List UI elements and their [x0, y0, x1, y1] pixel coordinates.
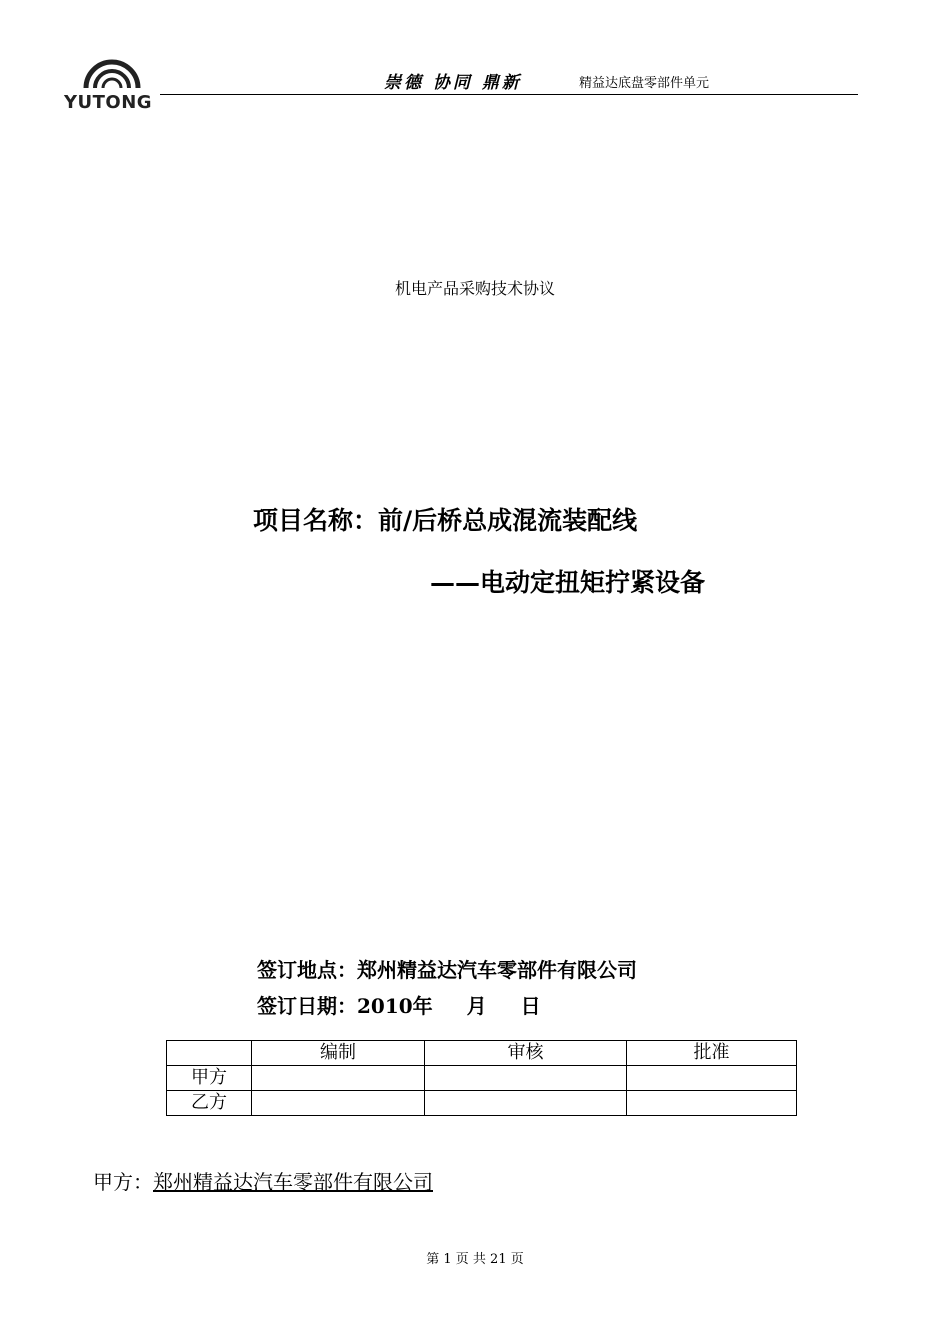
party-a-label: 甲方： — [93, 1170, 153, 1194]
project-name: 项目名称：前/后桥总成混流装配线 — [253, 506, 638, 535]
header-rule — [160, 94, 858, 95]
header-unit: 精益达底盘零部件单元 — [579, 76, 710, 91]
table-cell — [627, 1091, 797, 1116]
row-label-party-a: 甲方 — [167, 1066, 252, 1091]
party-a-name: 郑州精益达汽车零部件有限公司 — [153, 1170, 433, 1194]
header-cell-reviewed: 审核 — [425, 1041, 627, 1066]
header-cell-prepared: 编制 — [252, 1041, 425, 1066]
logo-arcs-icon — [82, 52, 142, 92]
sign-date — [257, 990, 541, 1019]
sign-date-month: 月 — [466, 994, 487, 1018]
table-cell — [252, 1066, 425, 1091]
sign-date-day: 日 — [520, 994, 541, 1018]
document-type: 机电产品采购技术协议 — [394, 279, 555, 298]
sign-place: 签订地点：郑州精益达汽车零部件有限公司 — [257, 958, 637, 982]
header-motto: 崇德 协同 鼎新 — [384, 73, 522, 93]
table-cell — [252, 1091, 425, 1116]
table-cell — [627, 1066, 797, 1091]
logo-text: YUTONG — [64, 92, 153, 113]
row-label-party-b: 乙方 — [167, 1091, 252, 1116]
table-row — [167, 1091, 797, 1116]
party-a-line — [93, 1166, 433, 1195]
page-number: 第 1 页 共 21 页 — [426, 1252, 524, 1267]
yutong-logo — [64, 52, 160, 114]
approval-table — [166, 1040, 797, 1116]
header-cell-blank — [167, 1041, 252, 1066]
table-cell — [425, 1091, 627, 1116]
sign-date-year: 签订日期：2010年 — [257, 994, 433, 1018]
table-header-row — [167, 1041, 797, 1066]
project-subtitle: ——电动定扭矩拧紧设备 — [430, 568, 706, 597]
table-cell — [425, 1066, 627, 1091]
header-cell-approved: 批准 — [627, 1041, 797, 1066]
table-row — [167, 1066, 797, 1091]
